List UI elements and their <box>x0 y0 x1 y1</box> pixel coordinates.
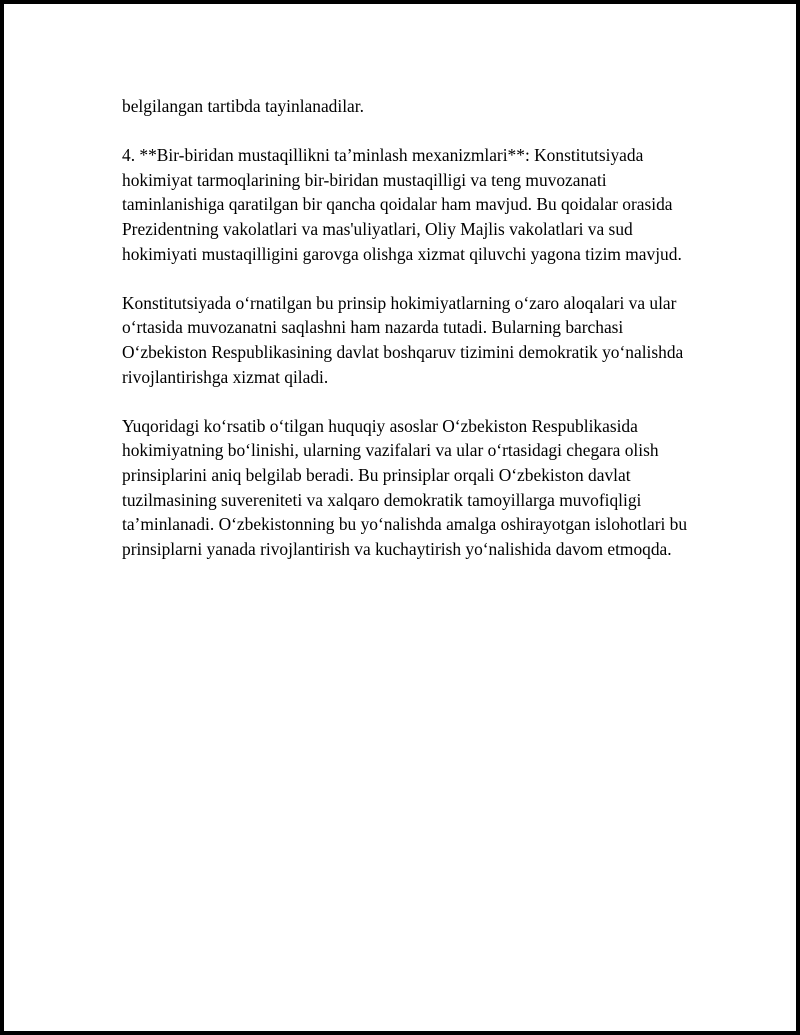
paragraph-continuation: belgilangan tartibda tayinlanadilar. <box>122 96 364 116</box>
paragraph-conclusion: Yuqoridagi ko‘rsatib o‘tilgan huquqiy asoslar O‘zbekiston Respublikasida hokimiyatning bo‘linishi, ularning vazifalari va ular o‘rtasidagi chegara olish prinsiplarini aniq belgilab beradi. Bu prinsiplar orqali O‘zbekiston davlat tuzilmasining suvereniteti va xalqaro demokratik tamoyillarga muvofiqligi ta’minlanadi. O‘zbekistonning bu yo‘nalishda amalga oshirayotgan islohotlari bu prinsiplarni yanada rivojlantirish va kuchaytirish yo‘nalishida davom etmoqda. <box>122 415 688 559</box>
document-body <box>122 94 702 586</box>
paragraph-independence-mechanisms: 4. **Bir-biridan mustaqillikni ta’minlash mexanizmlari**: Konstitutsiyada hokimiyat tarmoqlarining bir-biridan mustaqilligi va teng muvozanati taminlanishiga qaratilgan bir qancha qoidalar ham mavjud. Bu qoidalar orasida Prezidentning vakolatlari va mas'uliyatlari, Oliy Majlis vakolatlari va sud hokimiyati mustaqilligini garovga olishga xizmat qiluvchi yagona tizim mavjud. <box>122 145 682 264</box>
paragraph-constitutional-principle: Konstitutsiyada o‘rnatilgan bu prinsip hokimiyatlarning o‘zaro aloqalari va ular o‘rtasida muvozanatni saqlashni ham nazarda tutadi. Bularning barchasi O‘zbekiston Respublikasining davlat boshqaruv tizimini demokratik yo‘nalishda rivojlantirishga xizmat qiladi. <box>122 292 684 387</box>
